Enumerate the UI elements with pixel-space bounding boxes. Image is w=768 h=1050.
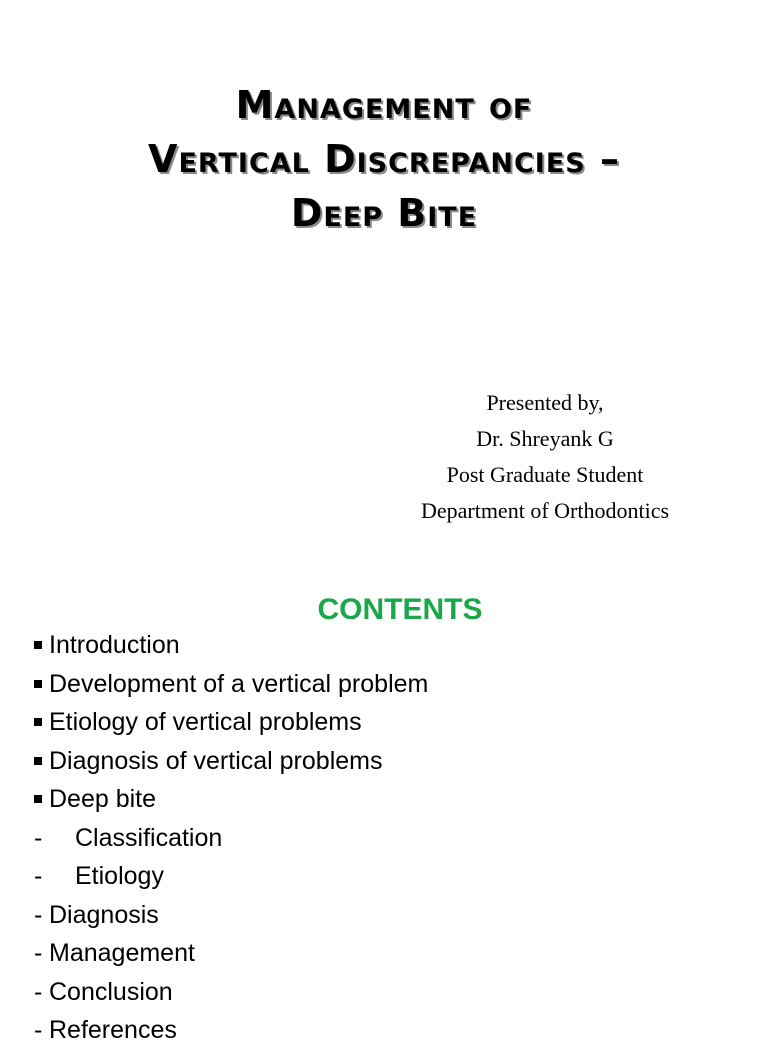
bullet-square-icon xyxy=(34,703,49,742)
bullet-dash: - xyxy=(34,862,43,890)
list-item-label: Etiology xyxy=(75,862,164,890)
bullet-dash: - xyxy=(34,1016,43,1044)
presenter-department: Department of Orthodontics xyxy=(420,498,670,523)
contents-list xyxy=(34,626,428,1050)
bullet-dash: - xyxy=(34,900,43,929)
bullet-square-icon xyxy=(34,780,49,819)
presenter-line: Presented by, xyxy=(486,390,604,415)
list-item-label: Management xyxy=(49,939,195,967)
list-item xyxy=(34,665,428,704)
bullet-square-icon xyxy=(34,626,49,665)
bullet-dash: - xyxy=(34,977,43,1006)
presenter-block xyxy=(380,385,710,529)
list-item-label: Diagnosis xyxy=(49,900,159,929)
list-item xyxy=(34,934,428,973)
title-line: Deep Bite xyxy=(290,191,478,235)
list-item-label: Development of a vertical problem xyxy=(49,669,429,698)
list-item-label: Diagnosis of vertical problems xyxy=(49,746,383,775)
list-item-label: Deep bite xyxy=(49,785,157,813)
list-item xyxy=(34,780,428,819)
bullet-square-icon xyxy=(34,742,49,781)
contents-heading: CONTENTS xyxy=(317,593,483,626)
list-item xyxy=(34,896,428,935)
presenter-role: Post Graduate Student xyxy=(446,462,644,487)
list-item xyxy=(34,819,428,858)
list-item xyxy=(34,1011,428,1050)
list-item xyxy=(34,857,428,896)
title-line: Vertical Discrepancies – xyxy=(148,137,620,181)
list-item-label: Classification xyxy=(75,823,223,852)
list-item xyxy=(34,626,428,665)
presenter-name: Dr. Shreyank G xyxy=(476,426,614,451)
list-item-label: References xyxy=(49,1016,177,1044)
list-item xyxy=(34,742,428,781)
title-block xyxy=(0,78,768,240)
bullet-dash: - xyxy=(34,939,43,967)
list-item xyxy=(34,703,428,742)
title-line: Management of xyxy=(235,83,533,127)
list-item xyxy=(34,973,428,1012)
bullet-dash: - xyxy=(34,823,43,852)
list-item-label: Etiology of vertical problems xyxy=(49,708,362,736)
list-item-label: Introduction xyxy=(49,631,180,659)
list-item-label: Conclusion xyxy=(49,977,173,1006)
bullet-square-icon xyxy=(34,665,49,704)
